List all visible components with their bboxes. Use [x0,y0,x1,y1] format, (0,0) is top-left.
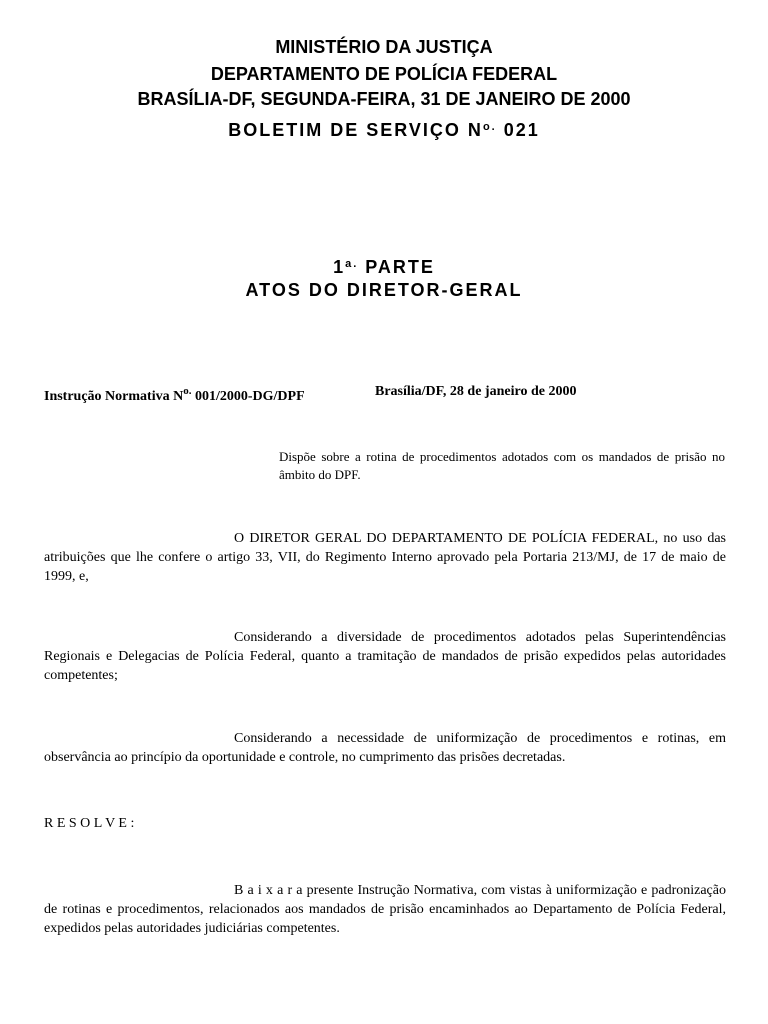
baixar-paragraph [44,881,726,938]
part-heading [0,252,768,279]
section-title: ATOS DO DIRETOR-GERAL [245,280,523,300]
bulletin-number: 021 [496,120,540,140]
preamble-paragraph: O DIRETOR GERAL DO DEPARTAMENTO DE POLÍCIA FEDERAL, no uso das atribuições que lhe confere o artigo 33, VII, do Regimento Interno aprovado pela Portaria 213/MJ, de 17 de maio de 1999, e, [44,531,726,584]
baixar-rest: a presente Instrução Normativa, com vistas à uniformização e padronização de rotinas e procedimentos, relacionados aos mandados de prisão encaminhados ao Departamento de Polícia Federal, expedidos pelas autoridades judiciárias competentes. [44,883,726,936]
resolve-heading: R E S O L V E : [44,816,135,831]
date-heading: BRASÍLIA-DF, SEGUNDA-FEIRA, 31 DE JANEIRO DE 2000 [137,89,631,109]
part-label: PARTE [358,257,435,277]
instruction-ref-number: 001/2000-DG/DPF [191,389,305,404]
part-number: 1 [333,257,346,277]
baixar-word: B a i x a r [234,883,293,898]
bulletin-sup: o. [482,121,497,133]
considering-paragraph-2: Considerando a necessidade de uniformização de procedimentos e rotinas, em observância ao princípio da oportunidade e controle, no cumprimento das prisões decretadas. [44,731,726,765]
part-sup: a. [345,258,359,270]
bulletin-prefix: BOLETIM DE SERVIÇO N [228,120,483,140]
instruction-ref-prefix: Instrução Normativa N [44,389,184,404]
instruction-place-date: Brasília/DF, 28 de janeiro de 2000 [375,384,577,399]
department-heading: DEPARTAMENTO DE POLÍCIA FEDERAL [210,64,558,84]
bulletin-heading [0,115,768,142]
instruction-ref-sup: o. [183,385,192,397]
considering-paragraph-1: Considerando a diversidade de procedimentos adotados pelas Superintendências Regionais e Delegacias de Polícia Federal, quanto a tramitação de mandados de prisão expedidos pelas autoridades competentes; [44,630,726,683]
instruction-reference [44,382,305,406]
instruction-summary: Dispõe sobre a rotina de procedimentos adotados com os mandados de prisão no âmbito do DPF. [279,449,725,482]
ministry-heading: MINISTÉRIO DA JUSTIÇA [275,37,493,57]
